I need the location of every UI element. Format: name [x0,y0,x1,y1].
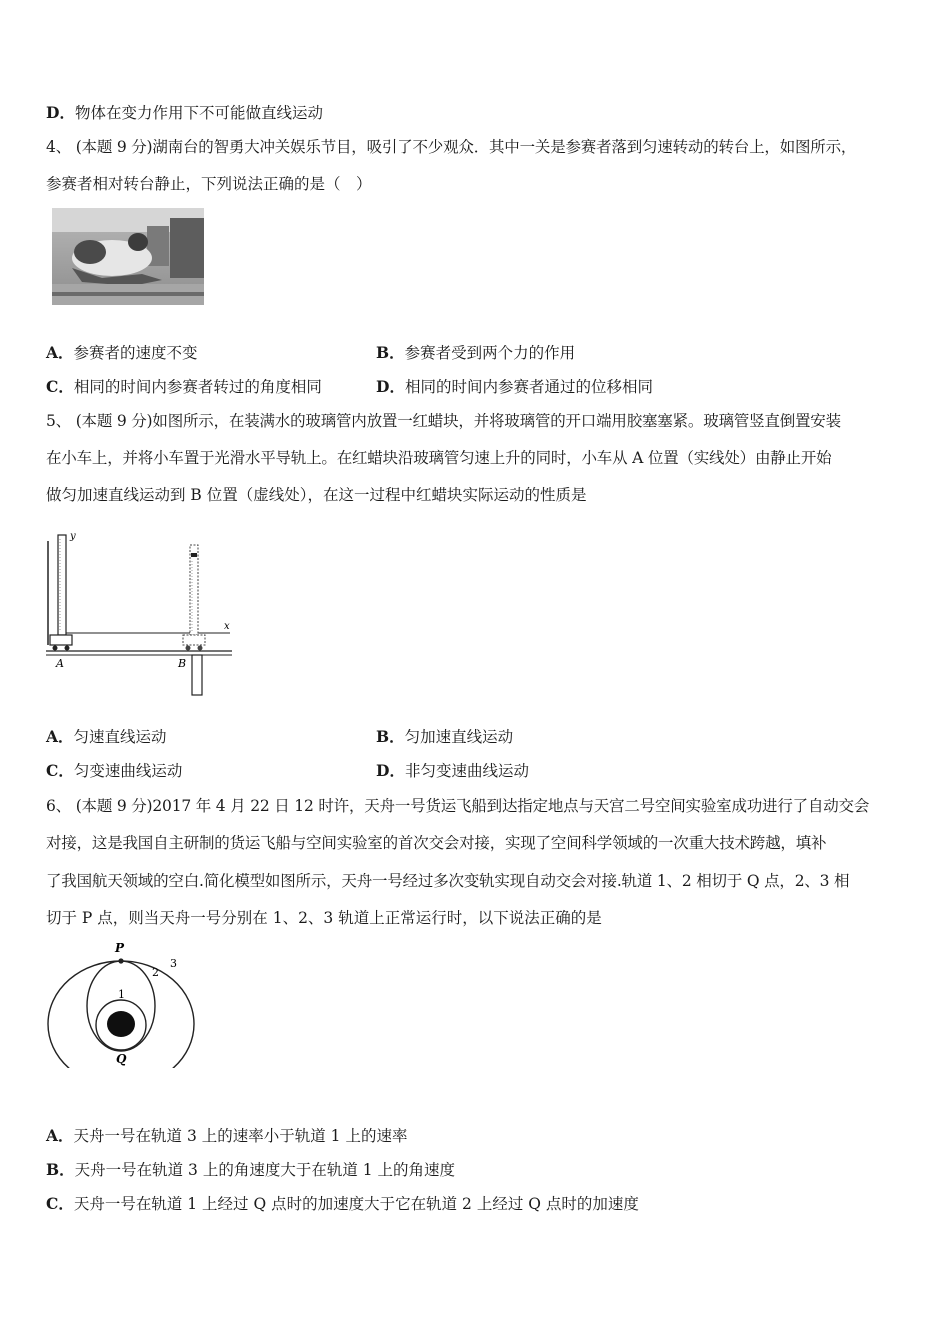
option-text: 天舟一号在轨道 3 上的速率小于轨道 1 上的速率 [73,1127,408,1145]
option-text: 天舟一号在轨道 3 上的角速度大于在轨道 1 上的角速度 [74,1161,456,1179]
option-label: C． [46,1194,74,1213]
orbit-3-label: 3 [170,957,177,970]
q5-option-d[interactable] [376,761,529,781]
option-label: B． [46,1160,75,1179]
q6-stem-line-1: 6、 (本题 9 分)2017 年 4 月 22 日 12 时许，天舟一号货运飞船到达指定地点与天宫二号空间实验室成功进行了自动交会 [46,797,870,815]
q6-option-c[interactable] [46,1194,639,1214]
q4-stem-line-2: 参赛者相对转台静止，下列说法正确的是（ ） [46,175,372,193]
option-label: D． [376,761,405,780]
option-text: 相同的时间内参赛者通过的位移相同 [404,378,653,396]
option-text: 相同的时间内参赛者转过的角度相同 [73,378,322,396]
option-label: A． [46,727,74,746]
q6-option-a[interactable] [46,1126,407,1146]
option-label: A． [46,343,74,362]
option-text: 匀加速直线运动 [404,728,514,746]
q5-option-a[interactable] [46,727,167,747]
x-axis-label: x [224,621,230,632]
glass-tube-cart-diagram-icon [44,525,240,697]
option-text: 匀速直线运动 [73,728,167,746]
q4-option-c[interactable] [46,377,322,397]
q5-stem-line-1: 5、 (本题 9 分)如图所示，在装满水的玻璃管内放置一红蜡块，并将玻璃管的开口端用胶塞塞紧。玻璃管竖直倒置安装 [46,412,841,430]
q4-option-a[interactable] [46,343,198,363]
q6-orbit-figure [44,938,204,1068]
option-text: 匀变速曲线运动 [73,762,183,780]
turntable-photo-icon [52,208,204,305]
option-label: A． [46,1126,74,1145]
option-label: B． [376,727,405,746]
q5-option-c[interactable] [46,761,182,781]
q4-stem-line-1: 4、 (本题 9 分)湖南台的智勇大冲关娱乐节目，吸引了不少观众．其中一关是参赛者落到匀速转动的转台上，如图所示， [46,138,857,156]
prev-option-d [46,103,323,123]
q4-option-d[interactable] [376,377,653,397]
option-text: 参赛者的速度不变 [73,344,198,362]
q6-option-b[interactable] [46,1160,455,1180]
q5-stem-line-2: 在小车上，并将小车置于光滑水平导轨上。在红蜡块沿玻璃管匀速上升的同时，小车从 A 位置（实线处）由静止开始 [46,449,832,467]
y-axis-label: y [70,531,76,542]
q5-stem-line-3: 做匀加速直线运动到 B 位置（虚线处），在这一过程中红蜡块实际运动的性质是 [46,486,587,504]
q6-stem-line-3: 了我国航天领域的空白.简化模型如图所示，天舟一号经过多次变轨实现自动交会对接.轨道 1、2 相切于 Q 点，2、3 相 [46,872,850,890]
option-text: 天舟一号在轨道 1 上经过 Q 点时的加速度大于它在轨道 2 上经过 Q 点时的加速度 [73,1195,639,1213]
orbit-1-label: 1 [118,988,125,1001]
option-label: B． [376,343,405,362]
q5-option-b[interactable] [376,727,513,747]
option-text: 非匀变速曲线运动 [404,762,529,780]
q4-option-b[interactable] [376,343,575,363]
position-b-label: B [178,657,187,670]
option-label: D． [376,377,405,396]
option-label: C． [46,761,74,780]
point-p-label: P [115,941,125,955]
point-q-label: Q [116,1052,127,1066]
option-label: D． [46,103,75,122]
q6-stem-line-2: 对接，这是我国自主研制的货运飞船与空间实验室的首次交会对接，实现了空间科学领域的一次重大技术跨越，填补 [46,834,827,852]
position-a-label: A [56,657,64,670]
orbit-diagram-icon [44,938,204,1068]
option-text: 参赛者受到两个力的作用 [404,344,576,362]
q4-photo-figure [52,208,204,305]
option-label: C． [46,377,74,396]
option-text: 物体在变力作用下不可能做直线运动 [74,104,323,122]
q6-stem-line-4: 切于 P 点，则当天舟一号分别在 1、2、3 轨道上正常运行时，以下说法正确的是 [46,909,602,927]
q5-apparatus-figure [44,525,240,697]
orbit-2-label: 2 [152,966,159,979]
